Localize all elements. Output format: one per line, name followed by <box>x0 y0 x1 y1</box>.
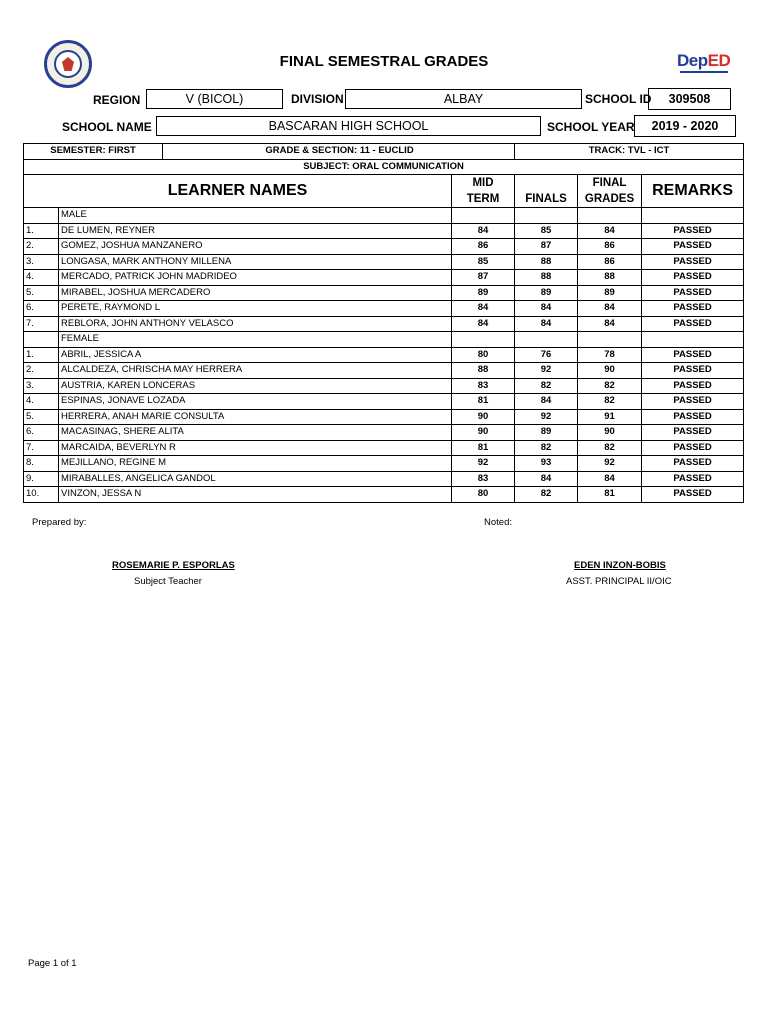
midterm-grade: 92 <box>452 456 515 472</box>
final-grade: 78 <box>578 347 642 363</box>
subject-row <box>24 159 744 175</box>
table-row <box>24 440 744 456</box>
midterm-grade: 84 <box>452 316 515 332</box>
learner-name: MACASINAG, SHERE ALITA <box>59 425 452 441</box>
learner-name: VINZON, JESSA N <box>59 487 452 503</box>
region-field: V (BICOL) <box>146 89 283 109</box>
row-number: 7. <box>24 440 59 456</box>
row-number: 3. <box>24 254 59 270</box>
final-grade: 92 <box>578 456 642 472</box>
division-label: DIVISION <box>291 92 344 106</box>
table-row <box>24 471 744 487</box>
info-row <box>24 144 744 160</box>
row-number: 5. <box>24 285 59 301</box>
remarks-cell: PASSED <box>642 301 744 317</box>
remarks-cell: PASSED <box>642 363 744 379</box>
midterm-grade: 89 <box>452 285 515 301</box>
table-row <box>24 487 744 503</box>
learner-name: MARCAIDA, BEVERLYN R <box>59 440 452 456</box>
remarks-cell: PASSED <box>642 254 744 270</box>
remarks-cell: PASSED <box>642 270 744 286</box>
region-label: REGION <box>93 93 141 107</box>
table-row <box>24 270 744 286</box>
remarks-cell: PASSED <box>642 285 744 301</box>
row-number: 9. <box>24 471 59 487</box>
final-grade: 86 <box>578 254 642 270</box>
midterm-grade: 80 <box>452 487 515 503</box>
principal-role: ASST. PRINCIPAL II/OIC <box>566 576 672 587</box>
row-number: 10. <box>24 487 59 503</box>
learner-name: ABRIL, JESSICA A <box>59 347 452 363</box>
final-grade: 82 <box>578 394 642 410</box>
final-grade: 90 <box>578 363 642 379</box>
table-row <box>24 316 744 332</box>
finals-grade: 84 <box>515 394 578 410</box>
remarks-cell: PASSED <box>642 425 744 441</box>
group-label: MALE <box>59 208 452 224</box>
table-row <box>24 378 744 394</box>
midterm-grade: 90 <box>452 425 515 441</box>
remarks-cell: PASSED <box>642 223 744 239</box>
empty-cell <box>452 332 515 348</box>
table-row <box>24 456 744 472</box>
prepared-by-label: Prepared by: <box>32 517 87 528</box>
learner-name: LONGASA, MARK ANTHONY MILLENA <box>59 254 452 270</box>
row-number: 4. <box>24 394 59 410</box>
midterm-grade: 87 <box>452 270 515 286</box>
finals-grade: 76 <box>515 347 578 363</box>
principal-name: EDEN INZON-BOBIS <box>574 560 666 571</box>
group-row <box>24 332 744 348</box>
learner-name: PERETE, RAYMOND L <box>59 301 452 317</box>
semester-cell: SEMESTER: FIRST <box>24 144 163 160</box>
empty-cell <box>578 208 642 224</box>
table-row <box>24 363 744 379</box>
row-number: 2. <box>24 363 59 379</box>
learner-name: ESPINAS, JONAVE LOZADA <box>59 394 452 410</box>
learner-name: GOMEZ, JOSHUA MANZANERO <box>59 239 452 255</box>
finals-grade: 82 <box>515 487 578 503</box>
deped-logo: DepED <box>677 51 731 70</box>
finals-grade: 89 <box>515 285 578 301</box>
grades-table <box>23 143 744 503</box>
midterm-header: MID TERM <box>452 175 515 208</box>
midterm-grade: 90 <box>452 409 515 425</box>
finals-grade: 82 <box>515 440 578 456</box>
learner-names-header: LEARNER NAMES <box>24 175 452 208</box>
final-grade: 89 <box>578 285 642 301</box>
noted-label: Noted: <box>484 517 512 528</box>
learner-name: MEJILLANO, REGINE M <box>59 456 452 472</box>
school-name-field: BASCARAN HIGH SCHOOL <box>156 116 541 136</box>
group-spacer-cell <box>24 332 59 348</box>
final-grade: 84 <box>578 301 642 317</box>
empty-cell <box>515 332 578 348</box>
group-spacer-cell <box>24 208 59 224</box>
final-grade: 82 <box>578 378 642 394</box>
final-grade: 84 <box>578 316 642 332</box>
learner-name: MERCADO, PATRICK JOHN MADRIDEO <box>59 270 452 286</box>
track-cell: TRACK: TVL - ICT <box>515 144 744 160</box>
row-number: 4. <box>24 270 59 286</box>
school-year-label: SCHOOL YEAR <box>547 120 635 134</box>
final-grade: 86 <box>578 239 642 255</box>
learner-name: MIRABALLES, ANGELICA GANDOL <box>59 471 452 487</box>
finals-grade: 84 <box>515 316 578 332</box>
row-number: 1. <box>24 223 59 239</box>
finals-grade: 82 <box>515 378 578 394</box>
table-row <box>24 394 744 410</box>
final-grade: 82 <box>578 440 642 456</box>
remarks-header: REMARKS <box>642 175 744 208</box>
finals-grade: 88 <box>515 270 578 286</box>
midterm-grade: 84 <box>452 223 515 239</box>
row-number: 3. <box>24 378 59 394</box>
empty-cell <box>452 208 515 224</box>
table-row <box>24 347 744 363</box>
midterm-grade: 80 <box>452 347 515 363</box>
teacher-name: ROSEMARIE P. ESPORLAS <box>112 560 235 571</box>
table-row <box>24 285 744 301</box>
grade-section-cell: GRADE & SECTION: 11 - EUCLID <box>163 144 515 160</box>
table-row <box>24 425 744 441</box>
finals-grade: 88 <box>515 254 578 270</box>
final-grade: 88 <box>578 270 642 286</box>
empty-cell <box>515 208 578 224</box>
final-grade: 81 <box>578 487 642 503</box>
school-id-label: SCHOOL ID <box>585 92 652 106</box>
empty-cell <box>642 332 744 348</box>
table-row <box>24 239 744 255</box>
midterm-grade: 86 <box>452 239 515 255</box>
remarks-cell: PASSED <box>642 487 744 503</box>
row-number: 7. <box>24 316 59 332</box>
row-number: 6. <box>24 301 59 317</box>
table-row <box>24 254 744 270</box>
remarks-cell: PASSED <box>642 239 744 255</box>
remarks-cell: PASSED <box>642 316 744 332</box>
row-number: 8. <box>24 456 59 472</box>
final-grade: 91 <box>578 409 642 425</box>
group-label: FEMALE <box>59 332 452 348</box>
row-number: 2. <box>24 239 59 255</box>
teacher-role: Subject Teacher <box>134 576 202 587</box>
midterm-grade: 85 <box>452 254 515 270</box>
division-field: ALBAY <box>345 89 582 109</box>
midterm-grade: 81 <box>452 440 515 456</box>
school-name-label: SCHOOL NAME <box>62 120 152 134</box>
learner-name: ALCALDEZA, CHRISCHA MAY HERRERA <box>59 363 452 379</box>
finals-grade: 87 <box>515 239 578 255</box>
final-grade: 90 <box>578 425 642 441</box>
table-row <box>24 301 744 317</box>
empty-cell <box>578 332 642 348</box>
learner-name: HERRERA, ANAH MARIE CONSULTA <box>59 409 452 425</box>
learner-name: MIRABEL, JOSHUA MERCADERO <box>59 285 452 301</box>
row-number: 5. <box>24 409 59 425</box>
table-row <box>24 409 744 425</box>
remarks-cell: PASSED <box>642 471 744 487</box>
learner-name: AUSTRIA, KAREN LONCERAS <box>59 378 452 394</box>
finals-grade: 93 <box>515 456 578 472</box>
midterm-grade: 83 <box>452 378 515 394</box>
school-year-field: 2019 - 2020 <box>634 115 736 137</box>
midterm-grade: 84 <box>452 301 515 317</box>
row-number: 6. <box>24 425 59 441</box>
remarks-cell: PASSED <box>642 409 744 425</box>
deped-logo-underline <box>680 71 728 73</box>
final-grade: 84 <box>578 223 642 239</box>
table-row <box>24 223 744 239</box>
subject-cell: SUBJECT: ORAL COMMUNICATION <box>24 159 744 175</box>
finals-grade: 84 <box>515 301 578 317</box>
finals-grade: 85 <box>515 223 578 239</box>
final-grades-header: FINAL GRADES <box>578 175 642 208</box>
remarks-cell: PASSED <box>642 394 744 410</box>
finals-grade: 89 <box>515 425 578 441</box>
column-header-row <box>24 175 744 208</box>
page-number: Page 1 of 1 <box>28 958 77 969</box>
finals-header: FINALS <box>515 175 578 208</box>
learner-name: DE LUMEN, REYNER <box>59 223 452 239</box>
learner-name: REBLORA, JOHN ANTHONY VELASCO <box>59 316 452 332</box>
row-number: 1. <box>24 347 59 363</box>
final-grade: 84 <box>578 471 642 487</box>
finals-grade: 92 <box>515 363 578 379</box>
finals-grade: 84 <box>515 471 578 487</box>
midterm-grade: 83 <box>452 471 515 487</box>
page-title: FINAL SEMESTRAL GRADES <box>279 53 489 70</box>
midterm-grade: 81 <box>452 394 515 410</box>
school-id-field: 309508 <box>648 88 731 110</box>
finals-grade: 92 <box>515 409 578 425</box>
empty-cell <box>642 208 744 224</box>
remarks-cell: PASSED <box>642 378 744 394</box>
remarks-cell: PASSED <box>642 456 744 472</box>
midterm-grade: 88 <box>452 363 515 379</box>
remarks-cell: PASSED <box>642 347 744 363</box>
group-row <box>24 208 744 224</box>
remarks-cell: PASSED <box>642 440 744 456</box>
